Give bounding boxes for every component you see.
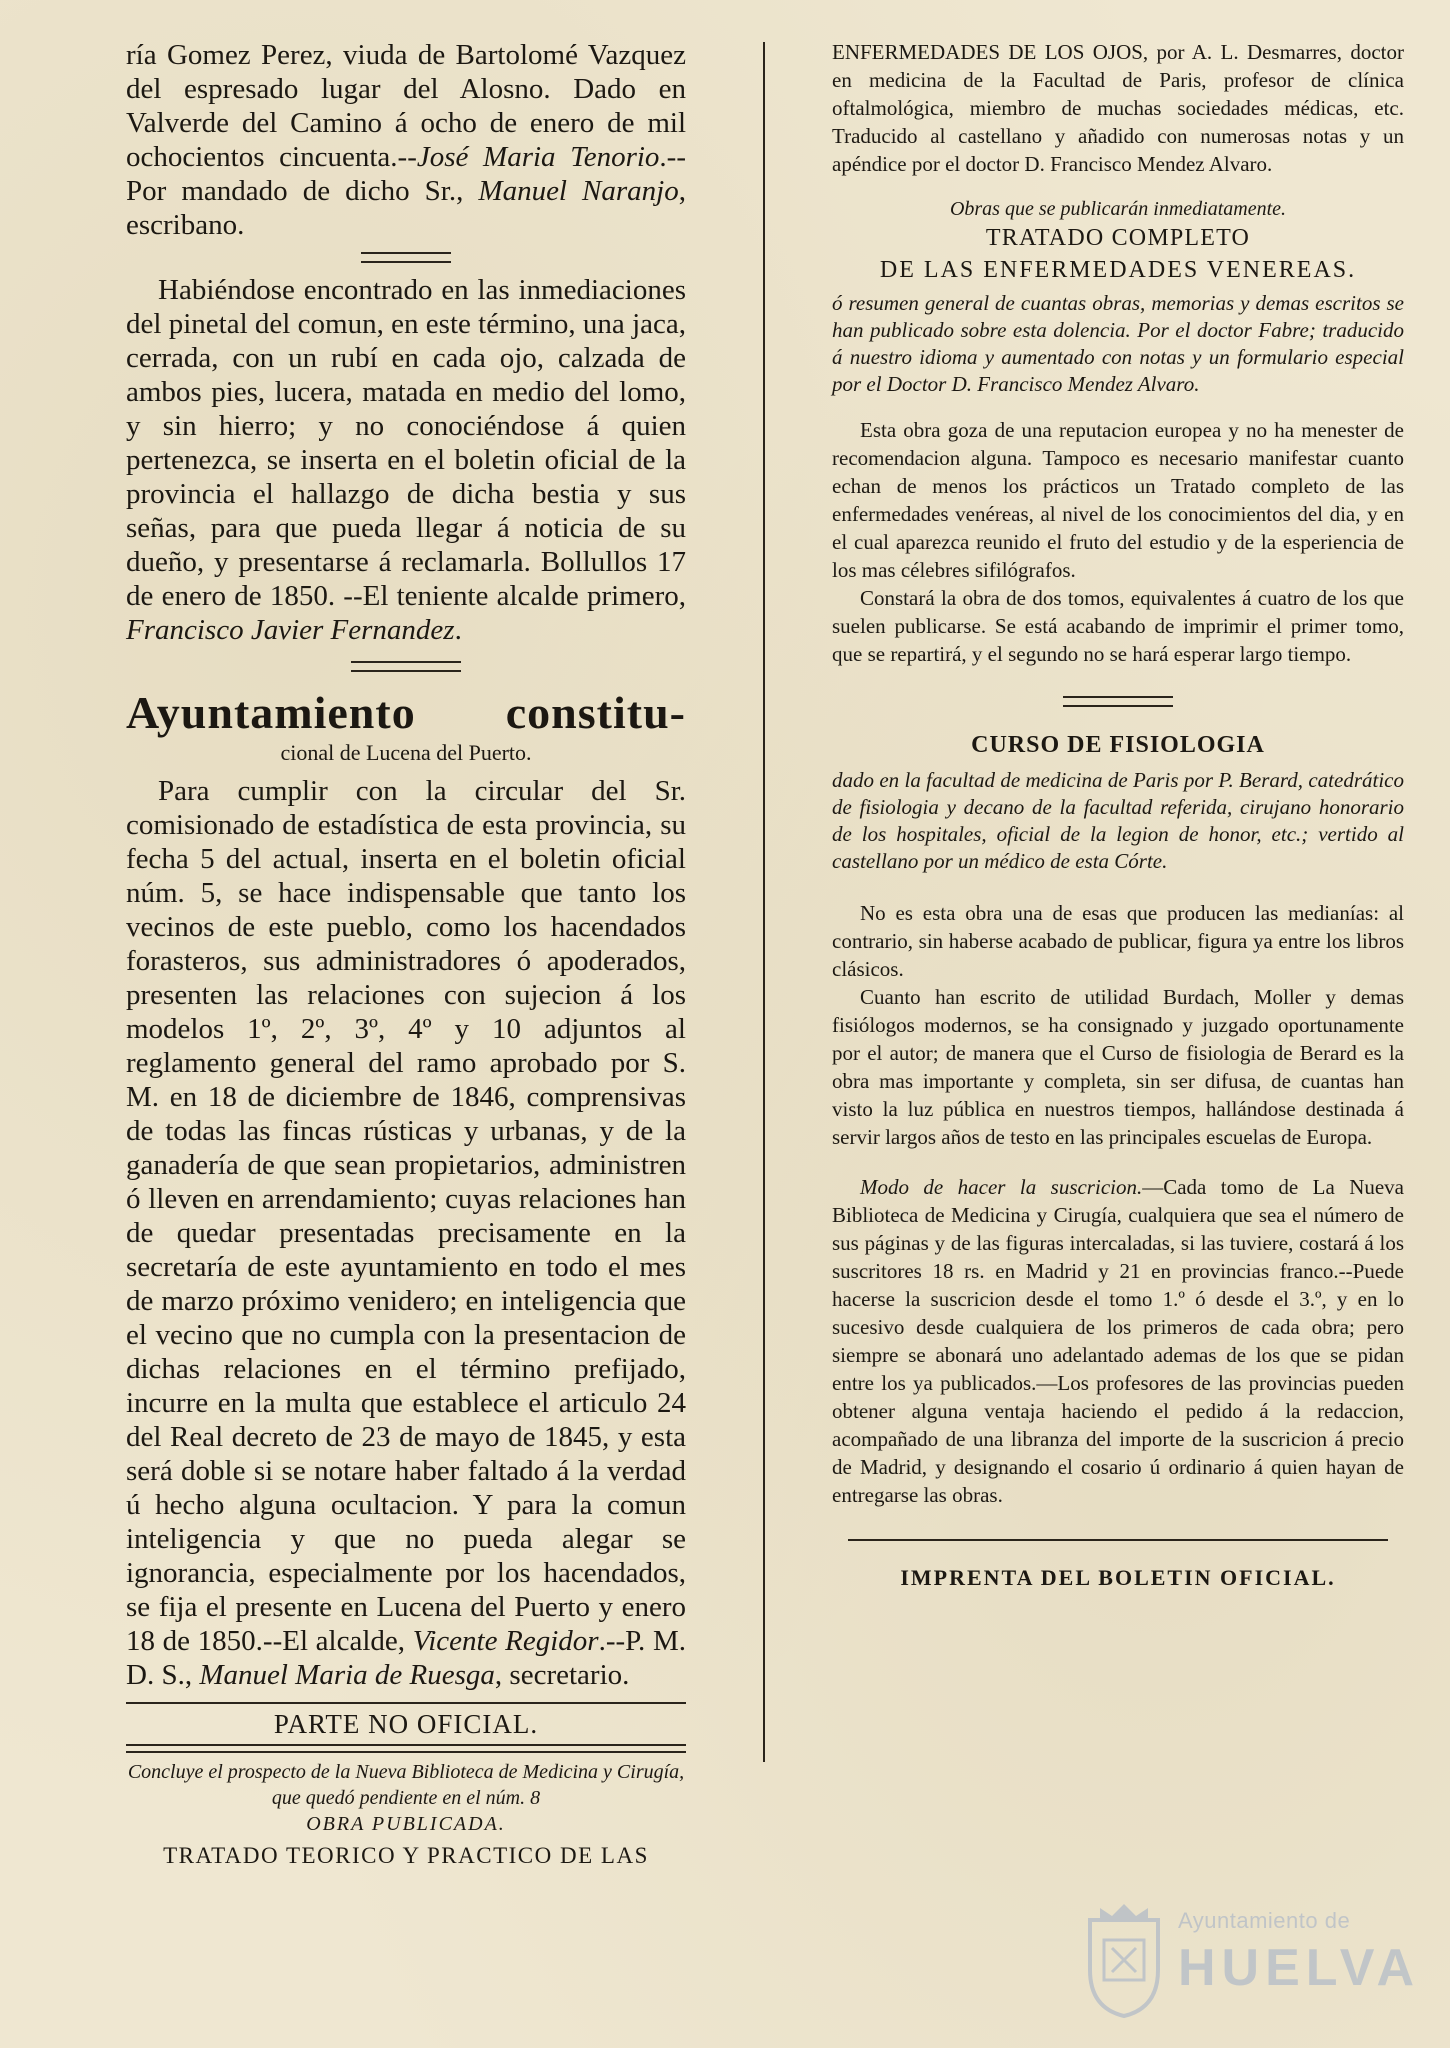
signature: Manuel Maria de Ruesga xyxy=(199,1659,495,1691)
obras-publicaran-heading: Obras que se publicarán inmediatamente. xyxy=(949,198,1287,220)
parte-no-oficial-heading: PARTE NO OFICIAL. xyxy=(273,1709,539,1739)
fisiologia-paragraph-1: No es esta obra una de esas que producen las medianías: al contrario, sin haberse acabado de publicar, figura ya entre los libros clásicos. xyxy=(832,901,1404,981)
ayuntamiento-subheading: cional de Lucena del Puerto. xyxy=(280,740,532,765)
venereas-heading: DE LAS ENFERMEDADES VENEREAS. xyxy=(879,257,1357,283)
section-divider xyxy=(848,1539,1388,1541)
section-divider xyxy=(361,252,451,263)
section-divider xyxy=(1063,696,1173,707)
notice-vazquez: ría Gomez Perez, viuda de Bartolomé Vazquez del espresado lugar del Alosno. Dado en Valverde del Camino á ocho de enero de mil ochocientos cincuenta.--José Maria Tenorio.--Por mandado de dicho Sr., Manuel Naranjo, escribano. xyxy=(126,39,686,241)
enfermedades-ojos-entry: ENFERMEDADES DE LOS OJOS, por A. L. Desmarres, doctor en medicina de la Facultad de Paris, profesor de clínica oftalmológica, miembro de muchas sociedades médicas, etc. Traducido al castellano y añadido con numerosas notas y un apéndice por el doctor D. Francisco Mendez Alvaro. xyxy=(832,40,1404,176)
notice-ayuntamiento: Para cumplir con la circular del Sr. comisionado de estadística de esta provincia, su fecha 5 del actual, inserta en el boletin oficial núm. 5, se hace indispensable que tanto los vecinos de este pueblo, como los hacendados forasteros, sus administradores ó apoderados, presenten las relaciones con sujecion á los modelos 1º, 2º, 3º, 4º y 10 adjuntos al reglamento general del ramo aprobado por S. M. en 18 de diciembre de 1846, comprensivas de todas las fincas rústicas y urbanas, y de la ganadería de que sean propietarios, administren ó lleven en arrendamiento; cuyas relaciones han de quedar presentadas precisamente en la secretaría de este ayuntamiento en todo el mes de marzo próximo venidero; en inteligencia que el vecino que no cumpla con la presentacion de dichas relaciones en el término prefijado, incurre en la multa que establece el articulo 24 del Real decreto de 23 de mayo de 1845, y esta será doble si se notare haber faltado á la verdad ú hecho alguna ocultacion. Y para la comun inteligencia y que no pueda alegar se ignorancia, especialmente por los hacendados, se fija el presente en Lucena del Puerto y enero 18 de 1850.--El alcalde, Vicente Regidor.--P. M. D. S., Manuel Maria de Ruesga, secretario. xyxy=(126,775,686,1691)
signature: José Maria Tenorio xyxy=(416,141,660,173)
notice-jaca: Habiéndose encontrado en las inmediaciones del pinetal del comun, en este término, una jaca, cerrada, con un rubí en cada ojo, calzada de ambos pies, lucera, matada en medio del lomo, y sin hierro; y no conociéndose á quien pertenezca, se inserta en el boletin oficial de la provincia el hallazgo de dicha bestia y sus señas, para que pueda llegar á noticia de su dueño, y presentarse á reclamarla. Bollullos 17 de enero de 1850. --El teniente alcalde primero, Francisco Javier Fernandez. xyxy=(126,274,686,646)
section-divider xyxy=(351,661,461,672)
signature: Vicente Regidor xyxy=(412,1625,599,1657)
watermark-line-2: HUELVA xyxy=(1178,1939,1421,1997)
obra-publicada-heading: OBRA PUBLICADA. xyxy=(306,1813,506,1835)
archive-watermark xyxy=(1082,1890,1421,2040)
left-column xyxy=(126,38,686,1871)
ayuntamiento-heading: Ayuntamiento constitu- xyxy=(126,687,686,738)
imprenta-footer: IMPRENTA DEL BOLETIN OFICIAL. xyxy=(900,1565,1336,1590)
venereas-paragraph-1: Esta obra goza de una reputacion europea y no ha menester de recomendacion alguna. Tampoco es necesario manifestar cuanto echan de menos los prácticos un Tratado completo de las enfermedades venéreas, al nivel de los conocimientos del dia, y en el cual aparezca reunido el fruto del estudio y de la esperiencia de los mas célebres sifilógrafos. xyxy=(832,418,1404,582)
coat-of-arms-icon xyxy=(1082,1900,1166,2020)
curso-fisiologia-heading: CURSO DE FISIOLOGIA xyxy=(971,732,1265,758)
signature: Manuel Naranjo xyxy=(478,175,679,207)
concluye-note: Concluye el prospecto de la Nueva Biblioteca de Medicina y Cirugía, que quedó pendiente en el núm. 8 xyxy=(127,1761,685,1809)
section-divider xyxy=(126,1744,686,1753)
venereas-description: ó resumen general de cuantas obras, memorias y demas escritos se han publicado sobre esta dolencia. Por el doctor Fabre; traducido á nuestro idioma y aumentado con notas y un formulario especial por el Doctor D. Francisco Mendez Alvaro. xyxy=(832,291,1404,396)
tratado-teorico-heading: TRATADO TEORICO Y PRACTICO DE LAS xyxy=(163,1843,649,1868)
right-column xyxy=(832,38,1404,1593)
watermark-line-1: Ayuntamiento de xyxy=(1178,1908,1351,1933)
tratado-completo-heading: TRATADO COMPLETO xyxy=(985,225,1251,251)
suscricion-paragraph: Modo de hacer la suscricion.—Cada tomo de La Nueva Biblioteca de Medicina y Cirugía, cualquiera que sea el número de sus páginas y de las figuras intercaladas, si las tuviere, costará á los suscritores 18 rs. en Madrid y 21 en provincias franco.--Puede hacerse la suscricion desde el tomo 1.º ó desde el 3.º, y en lo sucesivo desde cualquiera de los primeros de cada obra; pero siempre se abonará uno adelantado ademas de los que se pidan entre los ya publicados.—Los profesores de las provincias pueden obtener alguna ventaja haciendo el pedido á la redaccion, acompañado de una libranza del importe de la suscricion á precio de Madrid, y designando el cosario ú ordinario á quien hayan de entregarse las obras. xyxy=(832,1175,1405,1507)
signature: Francisco Javier Fernandez xyxy=(126,614,455,646)
venereas-paragraph-2: Constará la obra de dos tomos, equivalentes á cuatro de los que suelen publicarse. Se está acabando de imprimir el primer tomo, que se repartirá, y el segundo no se hará esperar largo tiempo. xyxy=(832,586,1404,666)
column-divider xyxy=(763,42,765,1762)
fisiologia-paragraph-2: Cuanto han escrito de utilidad Burdach, Moller y demas fisiólogos modernos, se ha consignado y juzgado oportunamente por el autor; de manera que el Curso de fisiologia de Berard es la obra mas importante y completa, sin ser difusa, de cuantas han visto la luz pública en nuestros tiempos, hallándose destinada á servir largos años de testo en las principales escuelas de Europa. xyxy=(832,985,1404,1149)
curso-fisiologia-description: dado en la facultad de medicina de Paris por P. Berard, catedrático de fisiologia y decano de la facultad referida, cirujano honorario de los hospitales, oficial de la legion de honor, etc.; vertido al castellano por un médico de esta Córte. xyxy=(832,768,1404,873)
